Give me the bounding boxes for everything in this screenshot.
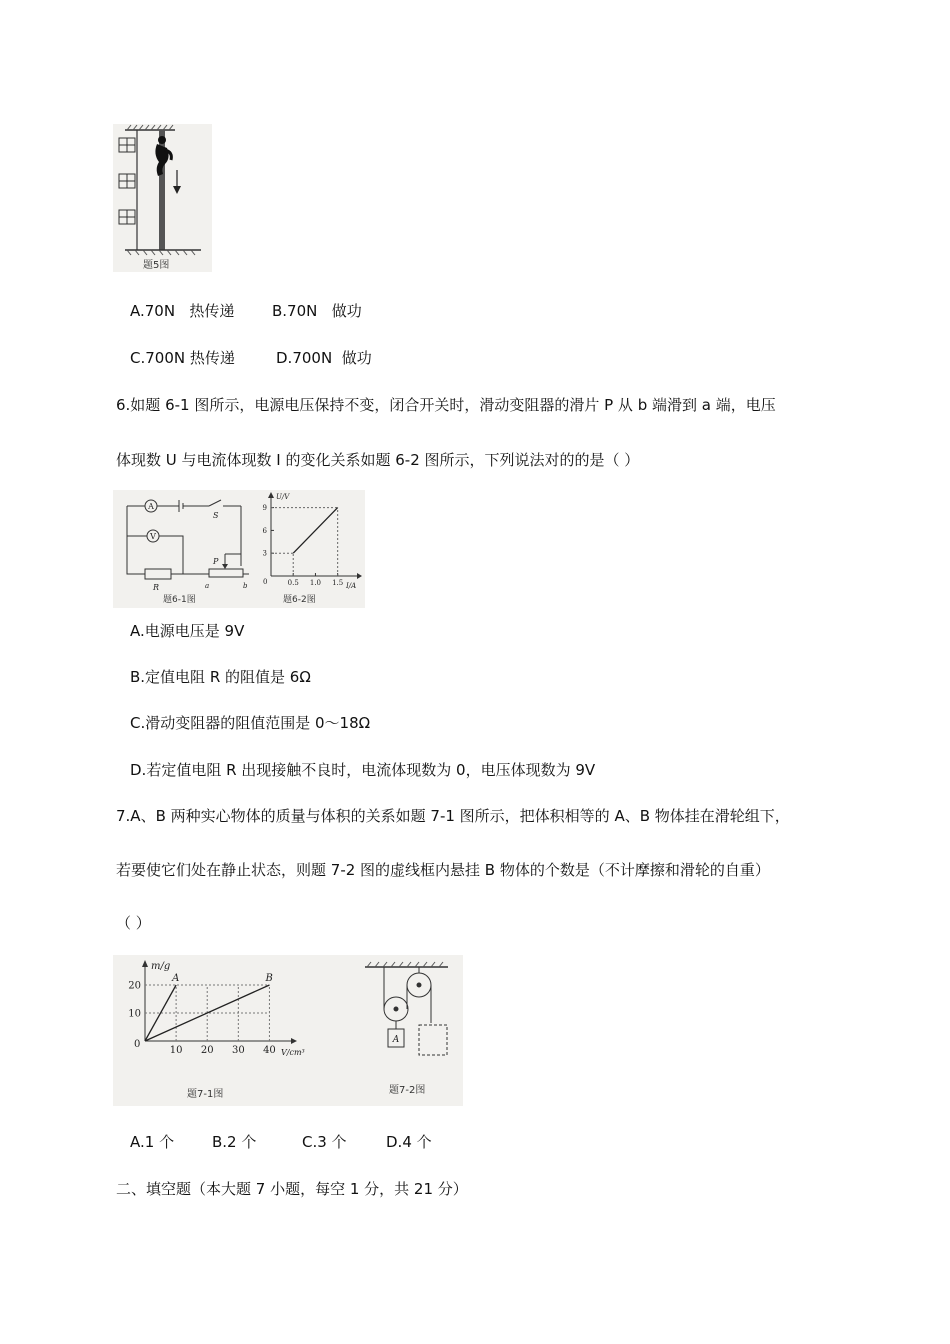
q5-option-b-label: B.70N bbox=[272, 302, 318, 320]
q5-option-c-text: 热传递 bbox=[189, 349, 235, 367]
figure-6-1-caption: 题6-1图 bbox=[163, 595, 196, 605]
x-tick-label: 30 bbox=[231, 1045, 245, 1056]
resistor-label: R bbox=[153, 583, 160, 592]
slider-label: P bbox=[213, 557, 219, 566]
u-i-line bbox=[293, 508, 337, 554]
figure-5-caption: 题5图 bbox=[143, 260, 170, 271]
x-tick-label: 40 bbox=[263, 1045, 276, 1056]
x-tick-label: 0.5 bbox=[287, 579, 299, 587]
figure-6-2-chart bbox=[263, 492, 362, 587]
figure-6-2-origin: 0 bbox=[263, 578, 268, 586]
q7-option-c[interactable]: C.3 个 bbox=[302, 1133, 347, 1151]
y-tick-label: 3 bbox=[262, 549, 267, 558]
q5-option-c[interactable] bbox=[130, 347, 235, 368]
end-b-label: b bbox=[243, 582, 248, 590]
figure-5-drawing bbox=[113, 124, 212, 272]
q5-option-c-label: C.700N bbox=[130, 349, 186, 367]
figure-6-drawing bbox=[113, 490, 365, 608]
q6-option-c[interactable]: C.滑动变阻器的阻值范围是 0～18Ω bbox=[130, 714, 371, 732]
q5-option-d-text: 做功 bbox=[341, 349, 372, 367]
series-label-b: B bbox=[265, 973, 273, 984]
y-tick-label: 6 bbox=[262, 526, 267, 535]
x-tick-label: 10 bbox=[169, 1045, 183, 1056]
q7-stem-line2: 若要使它们处在静止状态，则题 7-2 图的虚线框内悬挂 B 物体的个数是（不计摩擦和滑轮的自重） bbox=[116, 861, 770, 879]
figure-7-1-xlabel: V/cm³ bbox=[281, 1048, 305, 1057]
figure-7-2-pulleys bbox=[365, 962, 448, 1055]
x-tick-label: 20 bbox=[200, 1045, 214, 1056]
q5-option-b[interactable] bbox=[272, 300, 362, 321]
figure-7 bbox=[113, 955, 463, 1106]
figure-6-2-xlabel: I/A bbox=[346, 582, 357, 590]
q6-stem-line1: 6.如题 6-1 图所示，电源电压保持不变，闭合开关时，滑动变阻器的滑片 P 从 b 端滑到 a 端，电压 bbox=[116, 396, 776, 414]
y-tick-label: 9 bbox=[262, 504, 267, 513]
q5-option-d[interactable] bbox=[276, 347, 372, 368]
y-tick-label: 10 bbox=[128, 1008, 141, 1020]
q7-stem-line1: 7.A、B 两种实心物体的质量与体积的关系如题 7-1 图所示，把体积相等的 A、B 物体挂在滑轮组下， bbox=[116, 807, 790, 825]
q5-option-d-label: D.700N bbox=[276, 349, 333, 367]
figure-7-drawing bbox=[113, 955, 463, 1106]
figure-6 bbox=[113, 490, 365, 608]
q5-option-a[interactable] bbox=[130, 300, 234, 321]
figure-5 bbox=[113, 124, 212, 272]
figure-6-2-caption: 题6-2图 bbox=[283, 595, 316, 605]
q7-option-d[interactable]: D.4 个 bbox=[386, 1133, 432, 1151]
q6-option-b[interactable]: B.定值电阻 R 的阻值是 6Ω bbox=[130, 668, 311, 686]
q7-stem-line3: （ ） bbox=[116, 914, 151, 932]
figure-7-1-ylabel: m/g bbox=[151, 961, 171, 972]
q5-option-a-text: 热传递 bbox=[189, 302, 235, 320]
end-a-label: a bbox=[205, 582, 210, 590]
figure-7-2-caption: 题7-2图 bbox=[389, 1085, 426, 1096]
figure-7-1-caption: 题7-1图 bbox=[187, 1089, 224, 1100]
y-tick-label: 20 bbox=[128, 980, 141, 992]
series-label-a: A bbox=[172, 973, 180, 984]
x-tick-label: 1.5 bbox=[332, 579, 344, 587]
q6-option-d[interactable]: D.若定值电阻 R 出现接触不良时，电流体现数为 0，电压体现数为 9V bbox=[130, 761, 596, 779]
q5-option-a-label: A.70N bbox=[130, 302, 176, 320]
figure-6-2-ylabel: U/V bbox=[276, 493, 290, 501]
section-2-heading: 二、填空题（本大题 7 小题，每空 1 分，共 21 分） bbox=[116, 1180, 468, 1198]
q6-option-a[interactable]: A.电源电压是 9V bbox=[130, 622, 245, 640]
q5-option-b-text: 做功 bbox=[331, 302, 362, 320]
voltmeter-label: V bbox=[150, 532, 156, 541]
q7-option-a[interactable]: A.1 个 bbox=[130, 1133, 175, 1151]
figure-7-1-chart bbox=[128, 960, 297, 1056]
figure-7-1-origin: 0 bbox=[134, 1039, 141, 1050]
switch-label: S bbox=[213, 511, 219, 520]
x-tick-label: 1.0 bbox=[309, 579, 322, 587]
q7-option-b[interactable]: B.2 个 bbox=[212, 1133, 257, 1151]
block-a-label: A bbox=[392, 1035, 400, 1045]
q6-stem-line2: 体现数 U 与电流体现数 I 的变化关系如题 6-2 图所示，下列说法对的的是（ ） bbox=[116, 451, 640, 469]
ammeter-label: A bbox=[148, 502, 154, 511]
